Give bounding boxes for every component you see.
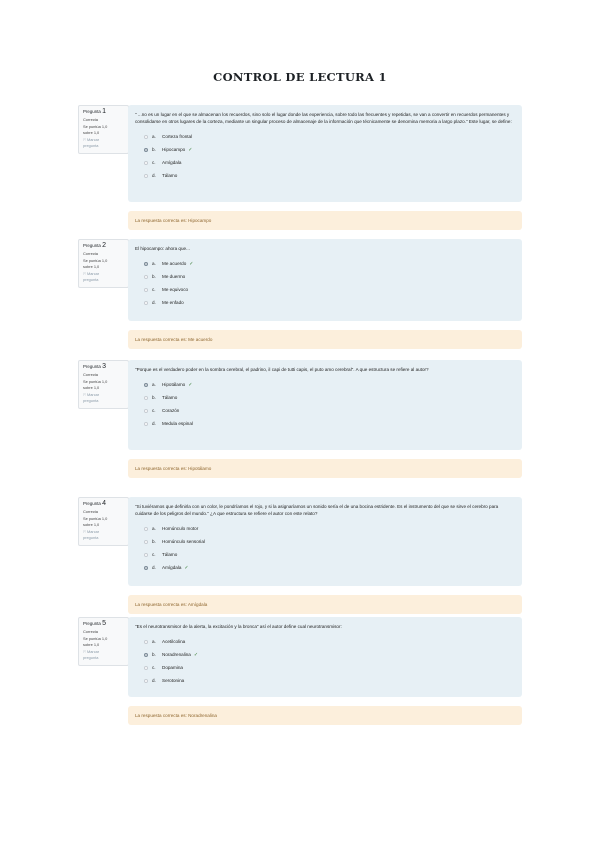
answer-letter: d.: [152, 300, 156, 305]
answer-text: Homúnculo sensorial: [162, 539, 205, 544]
answer-option[interactable]: [135, 169, 514, 182]
radio-button[interactable]: [144, 553, 148, 557]
flag-question-link[interactable]: ⚐Marcar pregunta: [83, 271, 100, 282]
question-formulation: [128, 497, 522, 586]
question-formulation: [128, 105, 522, 202]
correct-answer-feedback: La respuesta correcta es: Amígdala: [128, 595, 522, 614]
question-state: Correcta: [83, 508, 98, 514]
question-content: [128, 497, 522, 614]
answer-option[interactable]: [135, 143, 514, 156]
answer-text: Homúnculo motor: [162, 526, 199, 531]
question-info: [78, 105, 129, 154]
flag-icon[interactable]: ⚐: [83, 649, 87, 655]
answer-letter: c.: [152, 665, 156, 670]
answer-option[interactable]: [135, 404, 514, 417]
answer-letter: c.: [152, 552, 156, 557]
answer-letter: b.: [152, 274, 156, 279]
answer-text: Acetilcolina: [162, 639, 186, 644]
answer-text: Dopamina: [162, 665, 183, 670]
check-icon: ✓: [193, 651, 199, 658]
radio-button[interactable]: [144, 174, 148, 178]
question-formulation: [128, 360, 522, 450]
question-grade: Se puntúa 1,0 sobre 1,0: [83, 258, 108, 269]
radio-button[interactable]: [144, 566, 148, 570]
answer-letter: c.: [152, 408, 156, 413]
question-state: Correcta: [83, 628, 98, 634]
question-number: 2: [102, 242, 106, 249]
check-icon: ✓: [184, 564, 189, 571]
answer-option[interactable]: [135, 130, 514, 143]
answer-text: Me duermo: [162, 274, 186, 279]
question-formulation: [128, 239, 522, 321]
flag-question-link[interactable]: ⚐Marcar pregunta: [83, 137, 100, 148]
answer-option[interactable]: [135, 635, 514, 648]
answer-letter: b.: [152, 652, 156, 657]
answer-text: Hipocampo: [162, 147, 186, 152]
answer-option[interactable]: [135, 648, 514, 661]
flag-icon[interactable]: ⚐: [83, 271, 87, 277]
answer-text: Hipotálamo: [162, 382, 186, 387]
question-state: Correcta: [83, 250, 98, 256]
question-number: 5: [102, 620, 106, 627]
question-content: [128, 617, 522, 725]
question-content: [128, 105, 522, 230]
answer-letter: b.: [152, 147, 156, 152]
radio-button[interactable]: [144, 527, 148, 531]
answer-option[interactable]: [135, 417, 514, 430]
answer-option[interactable]: [135, 257, 514, 270]
answer-list: [135, 130, 514, 182]
answer-option[interactable]: [135, 283, 514, 296]
radio-button[interactable]: [144, 666, 148, 670]
answer-letter: c.: [152, 160, 156, 165]
question-number-label: Pregunta 4: [83, 500, 106, 507]
answer-option[interactable]: [135, 270, 514, 283]
answer-text: Corteza frontal: [162, 134, 193, 139]
answer-option[interactable]: [135, 522, 514, 535]
check-icon: ✓: [188, 146, 193, 153]
radio-button[interactable]: [144, 148, 148, 152]
radio-button[interactable]: [144, 422, 148, 426]
answer-option[interactable]: [135, 156, 514, 169]
radio-button[interactable]: [144, 275, 148, 279]
radio-button[interactable]: [144, 409, 148, 413]
flag-question-link[interactable]: ⚐Marcar pregunta: [83, 392, 100, 403]
answer-letter: d.: [152, 421, 156, 426]
radio-button[interactable]: [144, 679, 148, 683]
answer-letter: c.: [152, 287, 156, 292]
answer-letter: a.: [152, 261, 156, 266]
radio-button[interactable]: [144, 540, 148, 544]
answer-option[interactable]: [135, 296, 514, 309]
answer-text: Me enfado: [162, 300, 184, 305]
flag-question-link[interactable]: ⚐Marcar pregunta: [83, 649, 100, 660]
page-title: CONTROL DE LECTURA 1: [213, 70, 387, 84]
question-number-label: Pregunta 2: [83, 242, 106, 249]
answer-option[interactable]: [135, 391, 514, 404]
radio-button[interactable]: [144, 396, 148, 400]
question-grade: Se puntúa 1,0 sobre 1,0: [83, 379, 108, 390]
radio-button[interactable]: [144, 653, 148, 657]
question-number-label: Pregunta 1: [83, 108, 106, 115]
question-formulation: [128, 617, 522, 697]
correct-answer-feedback: La respuesta correcta es: Hipocampo: [128, 211, 522, 230]
answer-text: Tálamo: [162, 395, 178, 400]
answer-letter: a.: [152, 134, 156, 139]
answer-letter: d.: [152, 678, 156, 683]
question-content: [128, 239, 522, 349]
radio-button[interactable]: [144, 288, 148, 292]
radio-button[interactable]: [144, 161, 148, 165]
question-number: 3: [102, 363, 106, 370]
answer-list: [135, 257, 514, 309]
question-info: [78, 239, 129, 288]
question-number-label: Pregunta 3: [83, 363, 106, 370]
question-info: [78, 617, 129, 666]
question-content: [128, 360, 522, 478]
question-number: 1: [102, 108, 106, 115]
question-info: [78, 497, 129, 546]
answer-list: [135, 522, 514, 574]
check-icon: ✓: [188, 381, 193, 388]
answer-letter: a.: [152, 639, 156, 644]
answer-text: Me acuerdo: [162, 261, 187, 266]
answer-letter: d.: [152, 565, 156, 570]
correct-answer-feedback: La respuesta correcta es: Me acuerdo: [128, 330, 522, 349]
check-icon: ✓: [189, 260, 194, 267]
flag-icon[interactable]: ⚐: [83, 529, 87, 535]
answer-option[interactable]: [135, 548, 514, 561]
flag-icon[interactable]: ⚐: [83, 392, 87, 398]
question-text: "Si tuviéramos que definirla con un color, le pondríamos el rojo, y si la asignaríamos un sonido sería el de una bocina estridente. Es el instrumento del que se sirve el cerebro para cuidarse de los peligros del mundo." ¿A que estructura se refiere el autor con este relato?: [135, 504, 499, 516]
answer-option[interactable]: [135, 378, 514, 391]
answer-option[interactable]: [135, 661, 514, 674]
answer-list: [135, 378, 514, 430]
question-text: El hipocampo: ahora que...: [135, 246, 190, 251]
flag-question-link[interactable]: ⚐Marcar pregunta: [83, 529, 100, 540]
answer-option[interactable]: [135, 561, 514, 574]
question-text: "Es el neurotransmisor de la alerta, la excitación y la bronca" así el autor define cual neurotransmisor:: [135, 624, 342, 629]
answer-text: Me equivoco: [162, 287, 189, 292]
answer-option[interactable]: [135, 535, 514, 548]
answer-text: Medula espinal: [162, 421, 193, 426]
question-text: "Porque es el verdadero poder en la sombra cerebral, el padrino, il capi de tutti capis, el puto amo cerebral". A que estructura se refiere al autor?: [135, 367, 429, 372]
question-text: " ...no es un lugar en el que se almacenan los recuerdos, sino solo el lugar donde las experiencia, sobre todo las frecuentes y repetidas, se van a convertir en recuerdos permanentes y consolidarse en otros lugares de la corteza, mediante un singular proceso de almacenaje de la información que técnicamente se denomina memoria a largo plazo." Este lugar, se define:: [135, 112, 512, 124]
correct-answer-feedback: La respuesta correcta es: Hipotálamo: [128, 459, 522, 478]
answer-letter: d.: [152, 173, 156, 178]
radio-button[interactable]: [144, 262, 148, 266]
question-grade: Se puntúa 1,0 sobre 1,0: [83, 516, 108, 527]
flag-icon[interactable]: ⚐: [83, 137, 87, 143]
answer-text: Tálamo: [162, 173, 178, 178]
answer-text: Corazón: [162, 408, 180, 413]
answer-letter: a.: [152, 382, 156, 387]
radio-button[interactable]: [144, 640, 148, 644]
answer-text: Amígdala: [162, 160, 182, 165]
question-state: Correcta: [83, 116, 98, 122]
answer-text: Amígdala: [162, 565, 182, 570]
question-number: 4: [102, 500, 106, 507]
answer-letter: b.: [152, 395, 156, 400]
radio-button[interactable]: [144, 383, 148, 387]
answer-text: Serotonina: [162, 678, 185, 683]
answer-text: Noradrenalina: [162, 652, 191, 657]
question-number-label: Pregunta 5: [83, 620, 106, 627]
answer-letter: a.: [152, 526, 156, 531]
question-grade: Se puntúa 1,0 sobre 1,0: [83, 124, 108, 135]
answer-option[interactable]: [135, 674, 514, 687]
radio-button[interactable]: [144, 301, 148, 305]
radio-button[interactable]: [144, 135, 148, 139]
answer-list: [135, 635, 514, 687]
answer-letter: b.: [152, 539, 156, 544]
question-state: Correcta: [83, 371, 98, 377]
question-grade: Se puntúa 1,0 sobre 1,0: [83, 636, 108, 647]
answer-text: Tálamo: [162, 552, 178, 557]
question-info: [78, 360, 129, 409]
correct-answer-feedback: La respuesta correcta es: Noradrenalina: [128, 706, 522, 725]
